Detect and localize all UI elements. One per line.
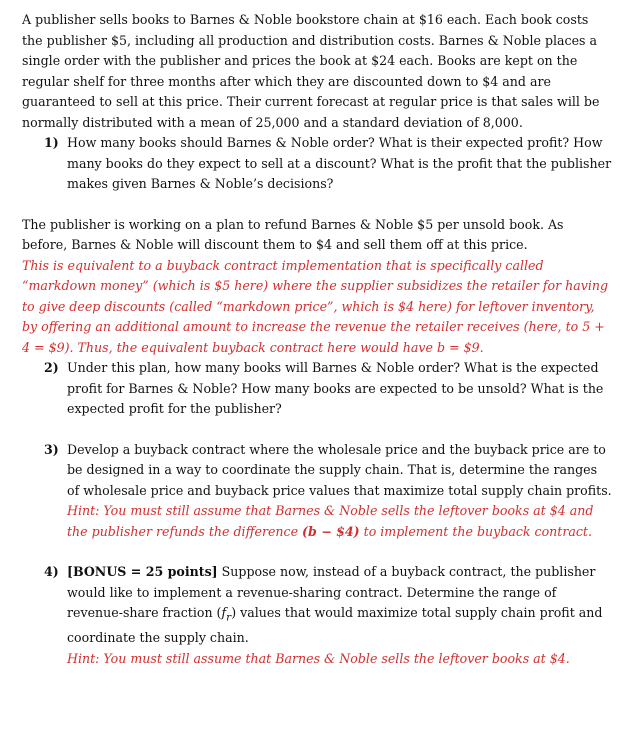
question-4-hint: Hint: You must still assume that Barnes & Noble sells the leftover books at $4. xyxy=(67,650,570,666)
question-3-hint-bold: (b − $4) xyxy=(302,523,360,539)
question-4-number: 4) xyxy=(44,564,59,579)
plan-paragraph: The publisher is working on a plan to refund Barnes & Noble $5 per unsold book. As before, Barnes & Noble will discount them to $4 and sell them off at this price. xyxy=(22,216,564,252)
question-4-bonus: [BONUS = 25 points] xyxy=(67,564,218,579)
question-3-hint-pre: Hint: You must still assume that Barnes & Noble sells the leftover books at $4 and the publisher refunds the difference xyxy=(67,503,594,539)
question-4-text-post: ) values that would maximize total supply chain profit and coordinate the supply chain. xyxy=(67,605,603,646)
question-4-symbol: f xyxy=(221,605,227,620)
question-1-text: How many books should Barnes & Noble order? What is their expected profit? How many books do they expect to sell at a discount? What is the profit that the publisher makes given Barnes & Noble’s decisions? xyxy=(67,135,612,191)
question-3-hint-post: to implement the buyback contract. xyxy=(359,523,592,539)
question-3-number: 3) xyxy=(44,441,59,457)
question-2-text: Under this plan, how many books will Barnes & Noble order? What is the expected profit for Barnes & Noble? How many books are expected to be unsold? What is the expected profit for the publisher? xyxy=(67,360,604,416)
question-3 xyxy=(22,440,612,543)
plan-note: This is equivalent to a buyback contract implementation that is specifically called “markdown money” (which is $5 here) where the supplier subsidizes the retailer for having to give deep discounts (called “markdown price”, which is $4 here) for leftover inventory, by offering an additional amount to increase the revenue the retailer receives (here, to 5 + 4 = $9). Thus, the equivalent buyback contract here would have b = $9. xyxy=(22,257,609,355)
question-4 xyxy=(22,562,612,669)
spacer xyxy=(22,195,612,215)
spacer xyxy=(22,420,612,440)
question-1 xyxy=(22,133,612,195)
question-3-hint xyxy=(67,501,612,542)
question-2-number: 2) xyxy=(44,360,59,375)
spacer xyxy=(22,542,612,562)
question-1-number: 1) xyxy=(44,135,59,150)
question-4-text xyxy=(67,562,612,649)
question-4-subscript: r xyxy=(226,611,232,624)
document-page xyxy=(22,10,612,669)
question-2 xyxy=(22,358,612,420)
question-3-text: Develop a buyback contract where the wholesale price and the buyback price are to be designed in a way to coordinate the supply chain. That is, determine the ranges of wholesale price and buyback price values that maximize total supply chain profits. xyxy=(67,441,612,498)
intro-paragraph: A publisher sells books to Barnes & Noble bookstore chain at $16 each. Each book costs the publisher $5, including all production and distribution costs. Barnes & Noble places a single order with the publisher and prices the book at $24 each. Books are kept on the regular shelf for three months after which they are discounted down to $4 and are guaranteed to sell at this price. Their current forecast at regular price is that sales will be normally distributed with a mean of 25,000 and a standard deviation of 8,000. xyxy=(22,12,600,130)
question-4-text-pre: Suppose now, instead of a buyback contract, the publisher would like to implement a revenue-sharing contract. Determine the range of revenue-share fraction ( xyxy=(67,564,596,620)
